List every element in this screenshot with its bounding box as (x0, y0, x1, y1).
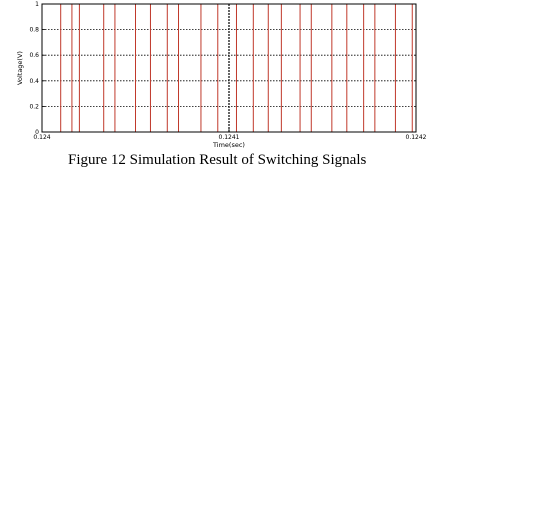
x-tick-label: 0.1241 (218, 134, 240, 141)
x-axis (33, 129, 426, 141)
figure-caption: Figure 12 Simulation Result of Switching Signals (68, 152, 367, 168)
y-tick-label: 0.8 (29, 26, 39, 34)
y-axis-label: Voltage(V) (16, 51, 24, 85)
switching-signal-chart (0, 0, 540, 152)
grid-lines (42, 4, 416, 132)
y-tick-label: 1 (35, 1, 39, 8)
y-axis (29, 1, 45, 136)
x-axis-label: Time(sec) (213, 141, 245, 149)
y-tick-label: 0.2 (29, 103, 39, 111)
x-tick-label: 0.1242 (405, 134, 427, 141)
y-tick-label: 0 (35, 129, 39, 136)
x-tick-label: 0.124 (33, 134, 51, 141)
y-tick-label: 0.4 (29, 77, 39, 85)
y-tick-label: 0.6 (29, 52, 39, 60)
